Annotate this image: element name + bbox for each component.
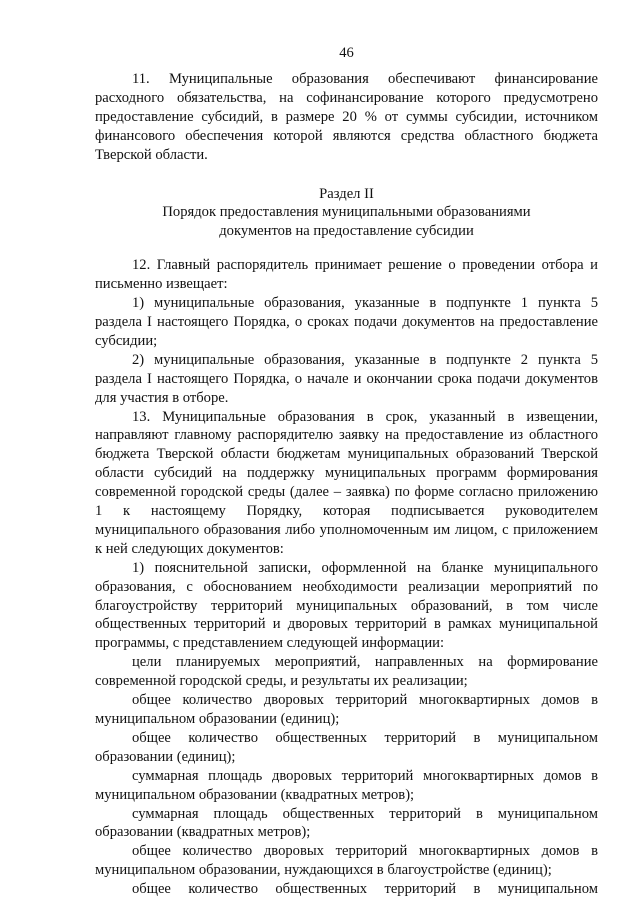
paragraph-12-item-2: 2) муниципальные образования, указанные в подпункте 2 пункта 5 раздела I настоящего Порядка, о начале и окончании срока подачи документов для участия в отборе.: [95, 351, 598, 406]
section-header: [95, 185, 598, 242]
section-title-line-2: документов на предоставление субсидии: [219, 223, 474, 240]
paragraph-13-item-1: 1) пояснительной записки, оформленной на бланке муниципального образования, с обоснованием необходимости реализации мероприятий по благоустройству территорий муниципальных образований, в том числе общественных территорий и дворовых территорий в рамках муниципальной программы, с представлением следующей информации:: [95, 559, 598, 652]
page-number: 46: [339, 45, 354, 61]
paragraph-13: 13. Муниципальные образования в срок, указанный в извещении, направляют главному распорядителю заявку на предоставление из областного бюджета Тверской области бюджетам муниципальных образований Тверской области субсидий на поддержку муниципальных программ формирования современной городской среды (далее – заявка) по форме согласно приложению 1 к настоящему Порядку, которая подписывается руководителем муниципального образования либо уполномоченным им лицом, с приложением к ней следующих документов:: [95, 408, 598, 557]
info-line-goals: цели планируемых мероприятий, направленных на формирование современной городской среды, и результаты их реализации;: [95, 654, 598, 690]
info-line-yard-count: общее количество дворовых территорий многоквартирных домов в муниципальном образовании (единиц);: [95, 692, 598, 727]
section-title-line-1: Порядок предоставления муниципальными образованиями: [162, 204, 531, 221]
info-line-public-count: общее количество общественных территорий в муниципальном образовании (единиц);: [95, 729, 598, 765]
paragraph-12: 12. Главный распорядитель принимает решение о проведении отбора и письменно извещает:: [95, 257, 598, 293]
section-heading: Раздел II: [319, 185, 374, 202]
document-body: [95, 70, 598, 899]
info-line-public-area: суммарная площадь общественных территорий в муниципальном образовании (квадратных метров);: [95, 805, 598, 841]
paragraph-11: 11. Муниципальные образования обеспечивают финансирование расходного обязательства, на софинансирование которого предусмотрено предоставление субсидий, в размере 20 % от суммы субсидии, источником финансового обеспечения которой являются средства областного бюджета Тверской области.: [95, 71, 598, 163]
info-line-yard-needing: общее количество дворовых территорий многоквартирных домов в муниципальном образовании, нуждающихся в благоустройстве (единиц);: [95, 843, 598, 879]
info-line-yard-area: суммарная площадь дворовых территорий многоквартирных домов в муниципальном образовании (квадратных метров);: [95, 767, 598, 803]
info-line-public-needing: общее количество общественных территорий в муниципальном: [132, 881, 598, 898]
paragraph-12-item-1: 1) муниципальные образования, указанные в подпункте 1 пункта 5 раздела I настоящего Порядка, о сроках подачи документов на предоставление субсидии;: [95, 295, 598, 349]
